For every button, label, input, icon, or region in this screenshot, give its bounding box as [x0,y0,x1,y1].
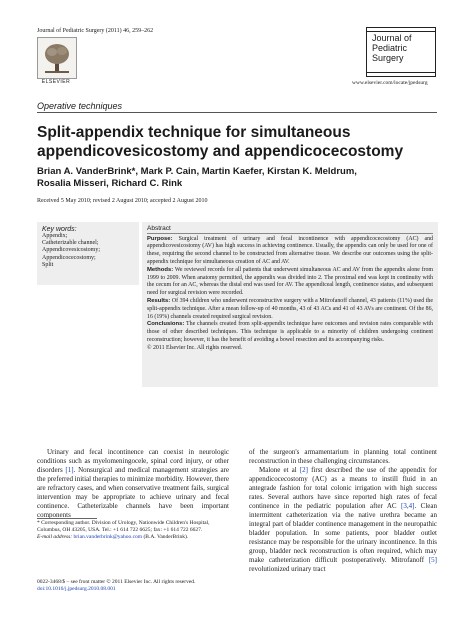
citation-link[interactable]: [5] [428,556,437,564]
keyword-item: Appendicovesicostomy; [42,247,100,254]
keywords-box [37,222,139,285]
keywords-heading: Key words: [42,226,77,233]
section-divider [37,112,437,113]
keyword-item: Catheterizable channel; [42,240,99,247]
copyright-notice: © 2011 Elsevier Inc. All rights reserved. [147,344,243,351]
keyword-item: Appendicocecostomy; [42,254,96,261]
citation-link[interactable]: [3,4] [401,502,415,510]
section-label: Operative techniques [37,101,123,111]
author-list: Brian A. VanderBrink*, Mark P. Cain, Martin Kaefer, Kirstan K. Meldrum, Rosalia Misseri, Richard C. Rink [37,166,357,189]
abstract-box [142,222,438,387]
purpose-text: Surgical treatment of urinary and fecal incontinence with appendicocecostomy (AC) and appendicovesicostomy (AV) has high success in achieving continence. Usually, the appendix can only be used for one of these, requiring the second channel to be constructed from alternative tissue. We describe our outcomes using the split-appendix technique for simultaneous creation of AC and AV. [147,235,433,265]
citation-link[interactable]: [1] [65,466,74,474]
paragraph: of the surgeon's armamentarium in planning total continent reconstruction in these challenging circumstances. [249,448,437,465]
abstract-text [147,236,433,353]
journal-title: Journal of Pediatric Surgery [372,33,412,63]
abstract-divider [147,233,433,234]
elsevier-tree-logo [37,37,77,79]
keyword-item: Appendix; [42,233,68,239]
footnote-divider [37,518,97,519]
purpose-label: Purpose: [147,235,173,242]
journal-title-box [366,27,436,77]
journal-citation: Journal of Pediatric Surgery (2011) 46, 259–262 [37,28,154,34]
citation-link[interactable]: [2] [299,466,308,474]
body-column-right [249,448,437,574]
abstract-heading: Abstract [147,225,171,232]
publisher-name: ELSEVIER [41,79,71,85]
methods-label: Methods: [147,266,174,273]
conclusions-label: Conclusions: [147,321,185,328]
methods-text: We reviewed records for all patients that underwent simultaneous AC and AV from the appendix alone from 1999 to 2009. When anatomy permitted, the appendix was divided into 2. The proximal end was kept in continuity with the cecum for an AC, whereas the distal end was used for AV. The appendiceal length, continence status, and subsequent need for surgical revision were recorded. [147,266,433,297]
received-dates: Received 5 May 2010; revised 2 August 2010; accepted 2 August 2010 [37,198,208,204]
front-matter-info: 0022-3468/$ – see front matter © 2011 Elsevier Inc. All rights reserved. doi:10.1016/j.jpedsurg.2010.08.001 [37,579,237,593]
doi-link[interactable]: doi:10.1016/j.jpedsurg.2010.08.001 [37,586,116,592]
conclusions-text: The channels created from split-appendix technique have outcomes and revision rates comparable with those of other described techniques. This technique is applicable to a minority of children undergoing continent reconstruction; however, it has the benefit of avoiding a bowel resection and its accompanying risks. [147,321,433,343]
email-label: E-mail address: [37,534,73,540]
results-text: Of 394 children who underwent reconstructive surgery with a Mitrofanoff channel, 43 patients (11%) used the split-appendix technique. After a mean follow-up of 40 months, 43 of 43 ACs and 41 of 43 AVs are continent. Of the 86, 16 (19%) channels created required surgical revision. [147,297,433,320]
results-label: Results: [147,297,171,304]
body-column-left: Urinary and fecal incontinence can coexist in neurologic conditions such as myelomeningocele, spinal cord injury, or other disorders [1]. Nonsurgical and medical management strategies are the preferred initial therapies to minimize morbidity. However, there are refractory cases, and when conservative treatment fails, surgical intervention may be appropriate to achieve urinary and fecal continence. Catheterizable channels have been important components [37,448,229,519]
article-title: Split-appendix technique for simultaneous appendicovesicostomy and appendicocecostomy [37,124,404,160]
journal-url[interactable]: www.elsevier.com/locate/jpedsurg [352,80,428,86]
keyword-item: Split [42,261,54,268]
corresponding-author-footnote: * Corresponding author. Division of Urology, Nationwide Children's Hospital, Columbus, OH 43205, USA. Tel.: +1 614 722 6625; fax: +1 614 722 6627. E-mail address: brian.vanderbrink@yahoo.com (B.A. VanderBrink). [37,520,210,540]
email-link[interactable]: brian.vanderbrink@yahoo.com [73,534,143,540]
paragraph: Malone et al [2] first described the use of the appendix for appendicocecostomy (AC) as a means to instill fluid in an antegrade fashion for total colonic irrigation with high success rates. Several authors have since reported high rates of fecal continence in the pediatric population after AC [3,4]. Clean intermittent catheterization via the native urethra became an integral part of bladder continence management in the neuropathic bladder population. In some patients, poor bladder outlet resistance may be responsible for the urinary incontinence. In this group, bladder neck reconstruction is often required, which may make catheterization difficult postoperatively. Mitrofanoff [5] revolutionized urinary tract [249,466,437,573]
tree-icon [42,42,72,74]
